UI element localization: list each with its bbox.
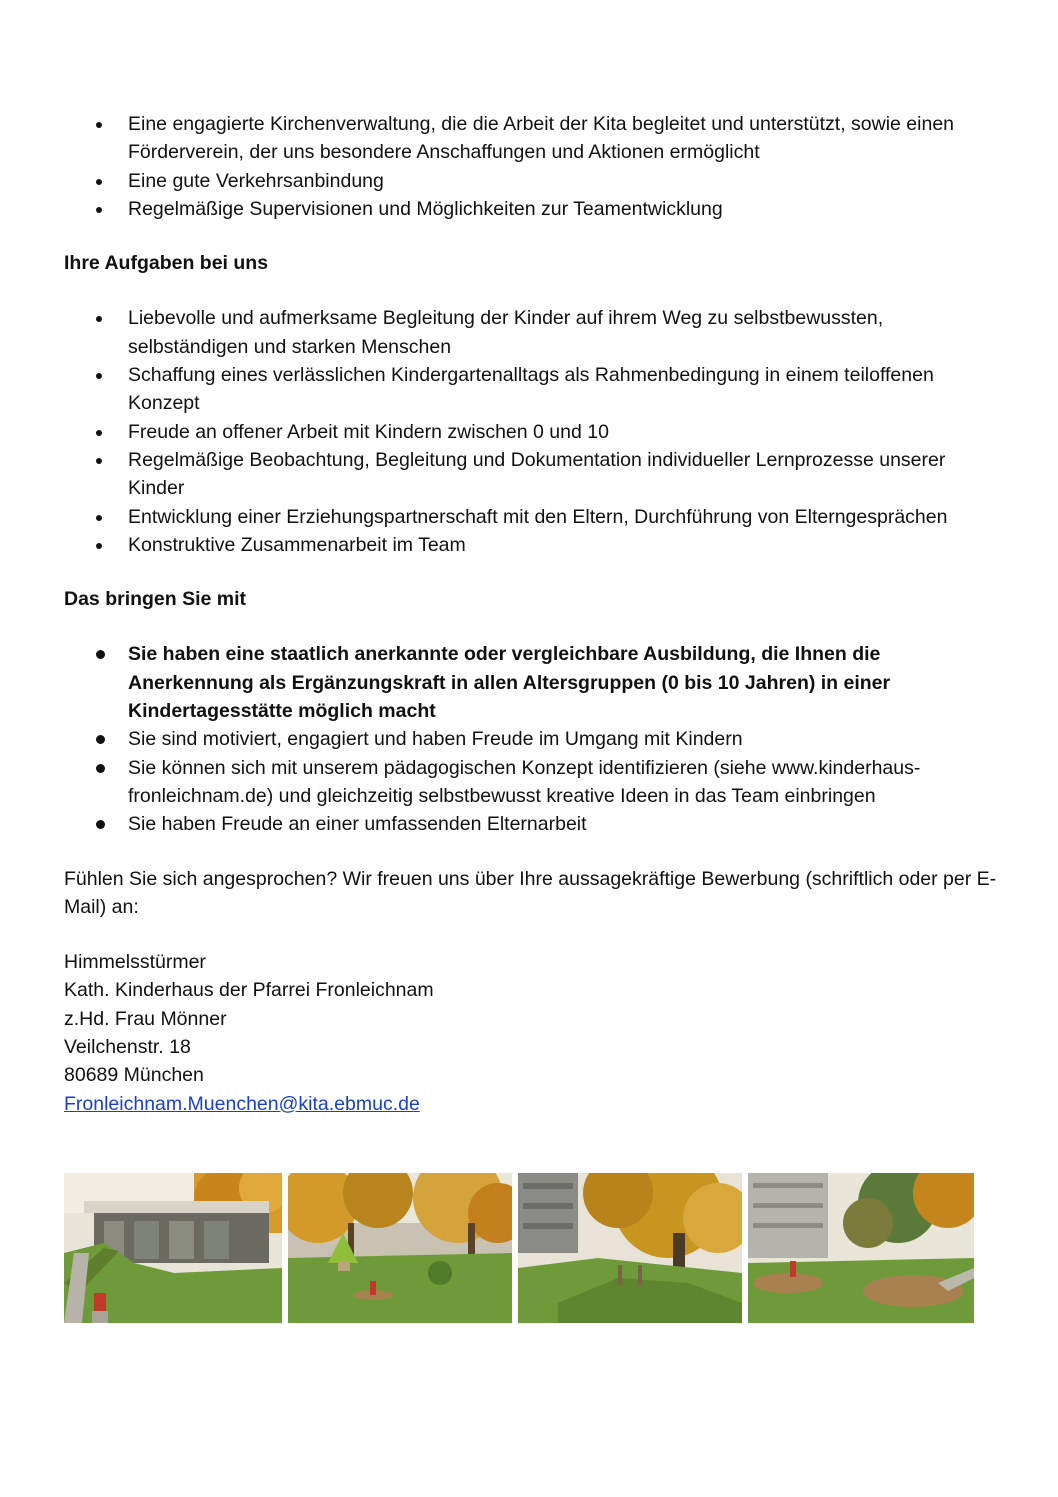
address-line: 80689 München [64,1064,204,1087]
list-item: Entwicklung einer Erziehungspartnerschaft mit den Eltern, Durchführung von Elterngesprächen [64,503,1004,531]
photo-strip [64,1173,974,1323]
playground-photo [288,1173,512,1323]
closing-paragraph: Fühlen Sie sich angesprochen? Wir freuen uns über Ihre aussagekräftige Bewerbung (schriftlich oder per E-Mail) an: [64,867,997,918]
list-item: Sie können sich mit unserem pädagogischen Konzept identifizieren (siehe www.kinderhaus-fronleichnam.de) und gleichzeitig selbstbewusst kreative Ideen in das Team einbringen [64,754,1004,811]
kindergarten-building-photo [64,1173,282,1323]
list-item: Schaffung eines verlässlichen Kindergartenalltags als Rahmenbedingung in einem teiloffenen Konzept [64,361,1004,418]
address-line: z.Hd. Frau Mönner [64,1007,227,1030]
document-content [64,110,1004,1118]
email-link[interactable]: Fronleichnam.Muenchen@kita.ebmuc.de [64,1092,420,1115]
address-line: Kath. Kinderhaus der Pfarrei Fronleichnam [64,979,434,1002]
list-item: Eine engagierte Kirchenverwaltung, die die Arbeit der Kita begleitet und unterstützt, sowie einen Förderverein, der uns besondere Anschaffungen und Aktionen ermöglicht [64,110,1004,167]
list-item: Liebevolle und aufmerksame Begleitung der Kinder auf ihrem Weg zu selbstbewussten, selbständigen und starken Menschen [64,304,1004,361]
benefits-list [64,110,1004,223]
section-heading-tasks: Ihre Aufgaben bei uns [64,252,269,275]
sandpit-photo [748,1173,974,1323]
list-item: Konstruktive Zusammenarbeit im Team [64,531,1004,559]
contact-address [64,948,1004,1118]
section-heading-requirements: Das bringen Sie mit [64,588,247,611]
garden-tree-photo [518,1173,742,1323]
address-line: Himmelsstürmer [64,951,206,974]
list-item: Regelmäßige Supervisionen und Möglichkeiten zur Teamentwicklung [64,195,1004,223]
list-item: Sie haben Freude an einer umfassenden Elternarbeit [64,810,1004,838]
list-item: Freude an offener Arbeit mit Kindern zwischen 0 und 10 [64,418,1004,446]
address-line: Veilchenstr. 18 [64,1036,191,1059]
list-item: Sie sind motiviert, engagiert und haben Freude im Umgang mit Kindern [64,725,1004,753]
list-item: Sie haben eine staatlich anerkannte oder vergleichbare Ausbildung, die Ihnen die Anerkennung als Ergänzungskraft in allen Altersgruppen (0 bis 10 Jahren) in einer Kindertagesstätte möglich macht [64,640,1004,725]
list-item: Eine gute Verkehrsanbindung [64,167,1004,195]
requirements-list [64,640,1004,838]
tasks-list [64,304,1004,559]
list-item: Regelmäßige Beobachtung, Begleitung und Dokumentation individueller Lernprozesse unserer Kinder [64,446,1004,503]
